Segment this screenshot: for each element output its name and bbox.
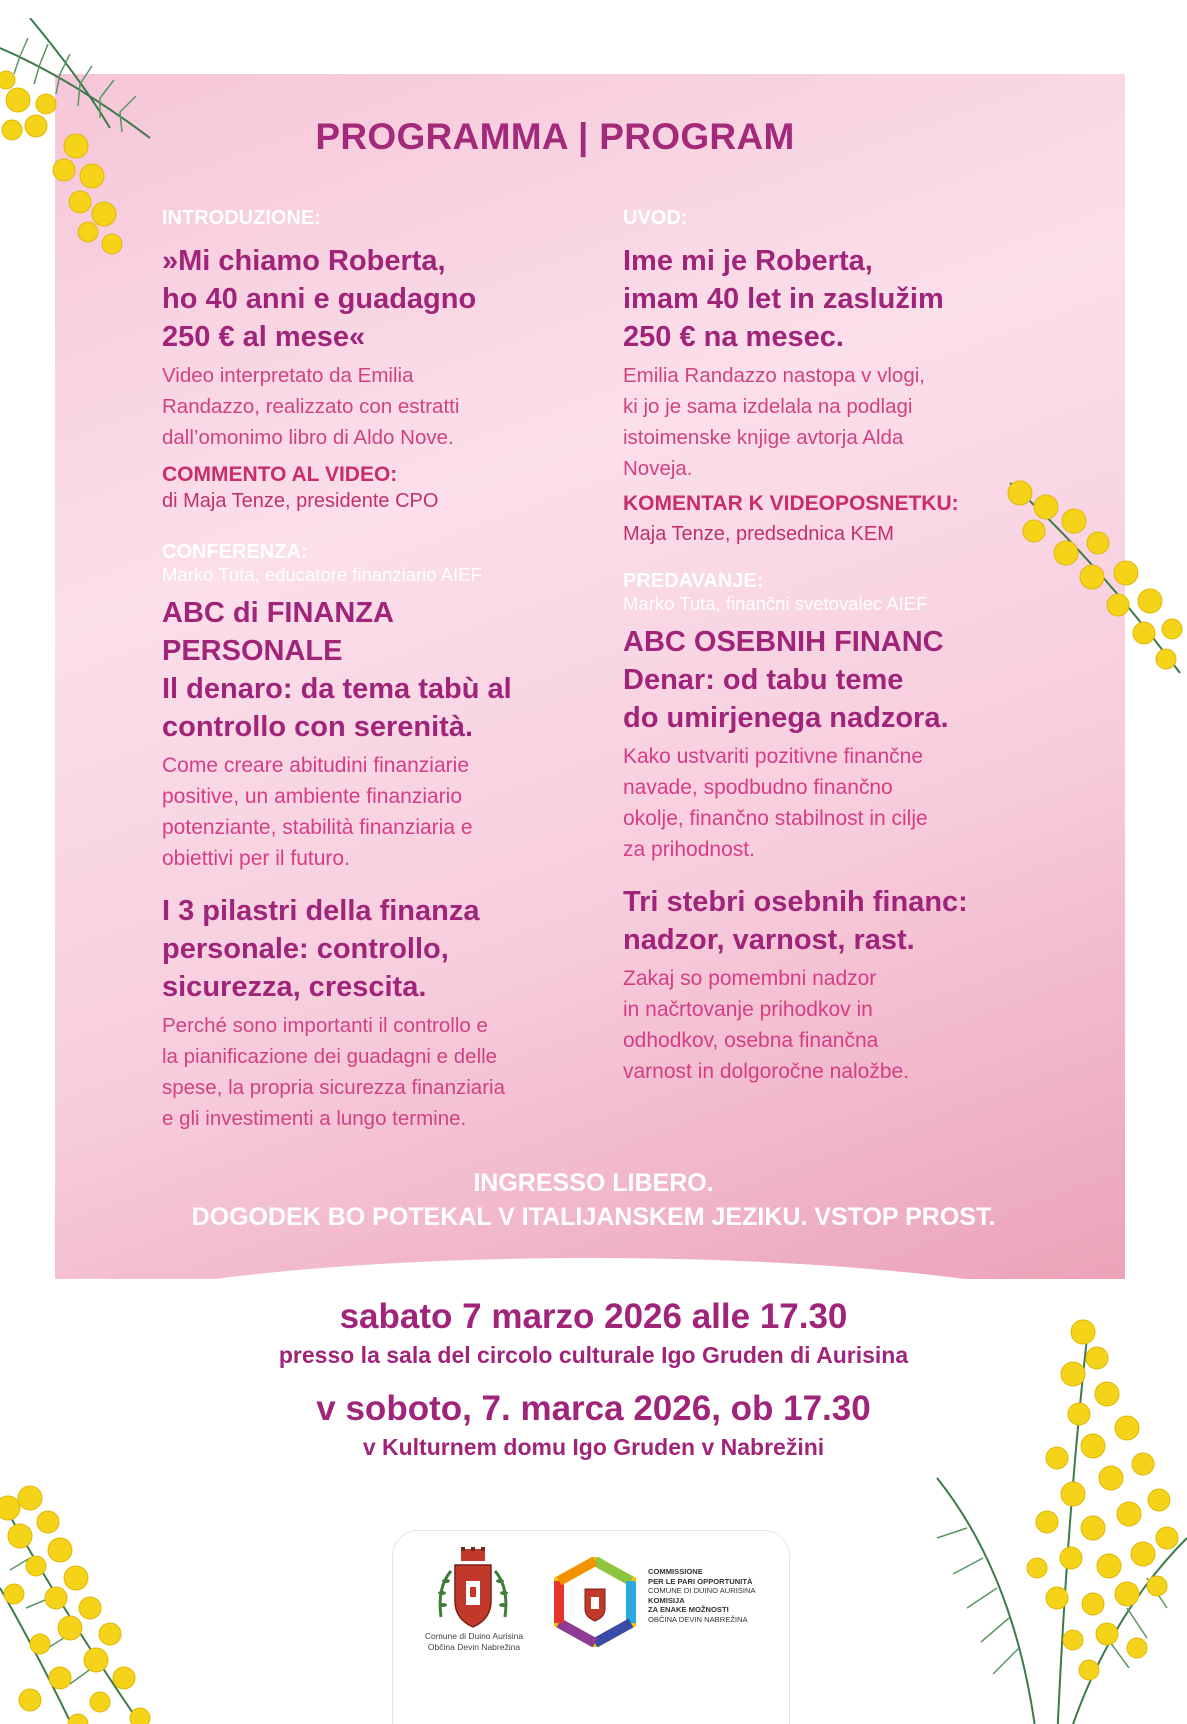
commission-name-line: COMUNE DI DUINO AURISINA	[648, 1586, 756, 1596]
pillars-description-line: la pianificazione dei guadagni e delle	[162, 1045, 498, 1068]
pillars-description-line: Zakaj so pomembni nadzor	[623, 967, 877, 990]
intro-description-line: istoimenske knjige avtorja Alda	[623, 426, 904, 449]
pillars-title-line: I 3 pilastri della finanza	[162, 895, 480, 927]
pillars-title-line: Tri stebri osebnih financ:	[623, 886, 968, 918]
intro-description-line: dall’omonimo libro di Aldo Nove.	[162, 426, 454, 449]
intro-label: UVOD:	[623, 207, 688, 229]
pillars-title-line: personale: controllo,	[162, 933, 449, 965]
municipality-caption-line: Občina Devin Nabrežina	[427, 1642, 521, 1652]
equal-opportunities-commission-logo-icon	[550, 1557, 640, 1647]
pillars-title-line: nadzor, varnost, rast.	[623, 924, 915, 956]
mimosa-bottom-left-decoration	[0, 1438, 170, 1724]
venue-italian: presso la sala del circolo culturale Igo Gruden di Aurisina	[278, 1342, 909, 1368]
mimosa-bottom-right-decoration	[897, 1318, 1187, 1724]
comment-speaker: Maja Tenze, predsednica KEM	[623, 523, 894, 545]
intro-title-line: 250 € na mesec.	[623, 321, 844, 353]
program-italian-column	[162, 206, 582, 1134]
commission-name	[648, 1567, 788, 1625]
intro-description	[623, 360, 1043, 484]
intro-title-line: ho 40 anni e guadagno	[162, 283, 477, 315]
program-slovenian-column	[623, 206, 1043, 1087]
commission-name-line: ZA ENAKE MOŽNOSTI	[648, 1605, 729, 1615]
intro-description-line: Video interpretato da Emilia	[162, 364, 414, 387]
conference-label: CONFERENZA:	[162, 541, 308, 563]
intro-description-line: Emilia Randazzo nastopa v vlogi,	[623, 364, 925, 387]
pillars-title	[162, 892, 582, 1006]
pillars-title	[623, 883, 1043, 959]
pillars-description-line: in načrtovanje prihodkov in	[623, 998, 873, 1021]
poster-sheet	[0, 18, 1187, 1724]
pillars-description	[162, 1010, 582, 1134]
abc-title	[623, 623, 1043, 737]
intro-description-line: ki jo je sama izdelala na podlagi	[623, 395, 913, 418]
abc-description-line: Come creare abitudini finanziarie	[162, 754, 469, 777]
abc-title-line: Il denaro: da tema tabù al	[162, 673, 512, 705]
municipality-caption-line: Comune di Duino Aurisina	[424, 1631, 524, 1641]
abc-description	[623, 741, 1043, 865]
abc-description-line: za prihodnost.	[623, 838, 755, 861]
intro-description-line: Randazzo, realizzato con estratti	[162, 395, 460, 418]
intro-title	[162, 242, 582, 356]
lecture-speaker: Marko Tuta, finančni svetovalec AIEF	[623, 593, 928, 614]
intro-label: INTRODUZIONE:	[162, 207, 321, 229]
abc-title-line: PERSONALE	[162, 635, 343, 667]
commission-name-line: OBČINA DEVIN NABREŽINA	[648, 1614, 748, 1624]
pillars-description-line: e gli investimenti a lungo termine.	[162, 1107, 467, 1130]
abc-description	[162, 750, 582, 874]
lecture-label: PREDAVANJE:	[623, 570, 764, 592]
conference-speaker: Marko Tuta, educatore finanziario AIEF	[162, 564, 482, 585]
logos-box	[392, 1530, 790, 1724]
pillars-description-line: Perché sono importanti il controllo e	[162, 1014, 488, 1037]
intro-title-line: 250 € al mese«	[162, 321, 366, 353]
program-title: PROGRAMMA | PROGRAM	[315, 116, 795, 157]
comment-label: COMMENTO AL VIDEO:	[162, 463, 398, 486]
commission-name-line: PER LE PARI OPPORTUNITÀ	[648, 1576, 753, 1586]
intro-title-line: »Mi chiamo Roberta,	[162, 245, 446, 277]
abc-description-line: navade, spodbudno finančno	[623, 776, 893, 799]
abc-title-line: do umirjenega nadzora.	[623, 702, 949, 734]
abc-title-line: ABC OSEBNIH FINANC	[623, 626, 944, 658]
abc-description-line: okolje, finančno stabilnost in cilje	[623, 807, 928, 830]
comment-speaker: di Maja Tenze, presidente CPO	[162, 490, 439, 512]
comment-label: KOMENTAR K VIDEOPOSNETKU:	[623, 492, 959, 515]
intro-title-line: imam 40 let in zaslužim	[623, 283, 944, 315]
language-entry-note: DOGODEK BO POTEKAL V ITALIJANSKEM JEZIKU. VSTOP PROST.	[191, 1203, 996, 1231]
intro-title-line: Ime mi je Roberta,	[623, 245, 873, 277]
abc-title-line: ABC di FINANZA	[162, 597, 394, 629]
abc-title-line: Denar: od tabu teme	[623, 664, 904, 696]
date-italian: sabato 7 marzo 2026 alle 17.30	[339, 1297, 848, 1336]
free-entry-note: INGRESSO LIBERO.	[473, 1169, 714, 1197]
abc-description-line: positive, un ambiente finanziario	[162, 785, 463, 808]
intro-description	[162, 360, 582, 453]
pillars-description-line: odhodkov, osebna finančna	[623, 1029, 879, 1052]
pillars-title-line: sicurezza, crescita.	[162, 971, 427, 1003]
intro-description-line: Noveja.	[623, 457, 693, 480]
abc-title-line: controllo con serenità.	[162, 711, 473, 743]
abc-description-line: obiettivi per il futuro.	[162, 847, 350, 870]
municipality-caption	[407, 1631, 541, 1653]
panel-curve	[55, 1258, 1125, 1279]
abc-description-line: Kako ustvariti pozitivne finančne	[623, 745, 923, 768]
venue-slovenian: v Kulturnem domu Igo Gruden v Nabrežini	[362, 1434, 825, 1460]
date-slovenian: v soboto, 7. marca 2026, ob 17.30	[316, 1389, 871, 1428]
pillars-description-line: spese, la propria sicurezza finanziaria	[162, 1076, 505, 1099]
pillars-description-line: varnost in dolgoročne naložbe.	[623, 1060, 910, 1083]
intro-title	[623, 242, 1043, 356]
abc-title	[162, 594, 582, 746]
abc-description-line: potenziante, stabilità finanziaria e	[162, 816, 473, 839]
pillars-description	[623, 963, 1043, 1087]
commission-name-line: COMMISSIONE	[648, 1567, 703, 1576]
municipality-coat-of-arms-icon	[433, 1547, 513, 1639]
commission-name-line: KOMISIJA	[648, 1595, 685, 1605]
